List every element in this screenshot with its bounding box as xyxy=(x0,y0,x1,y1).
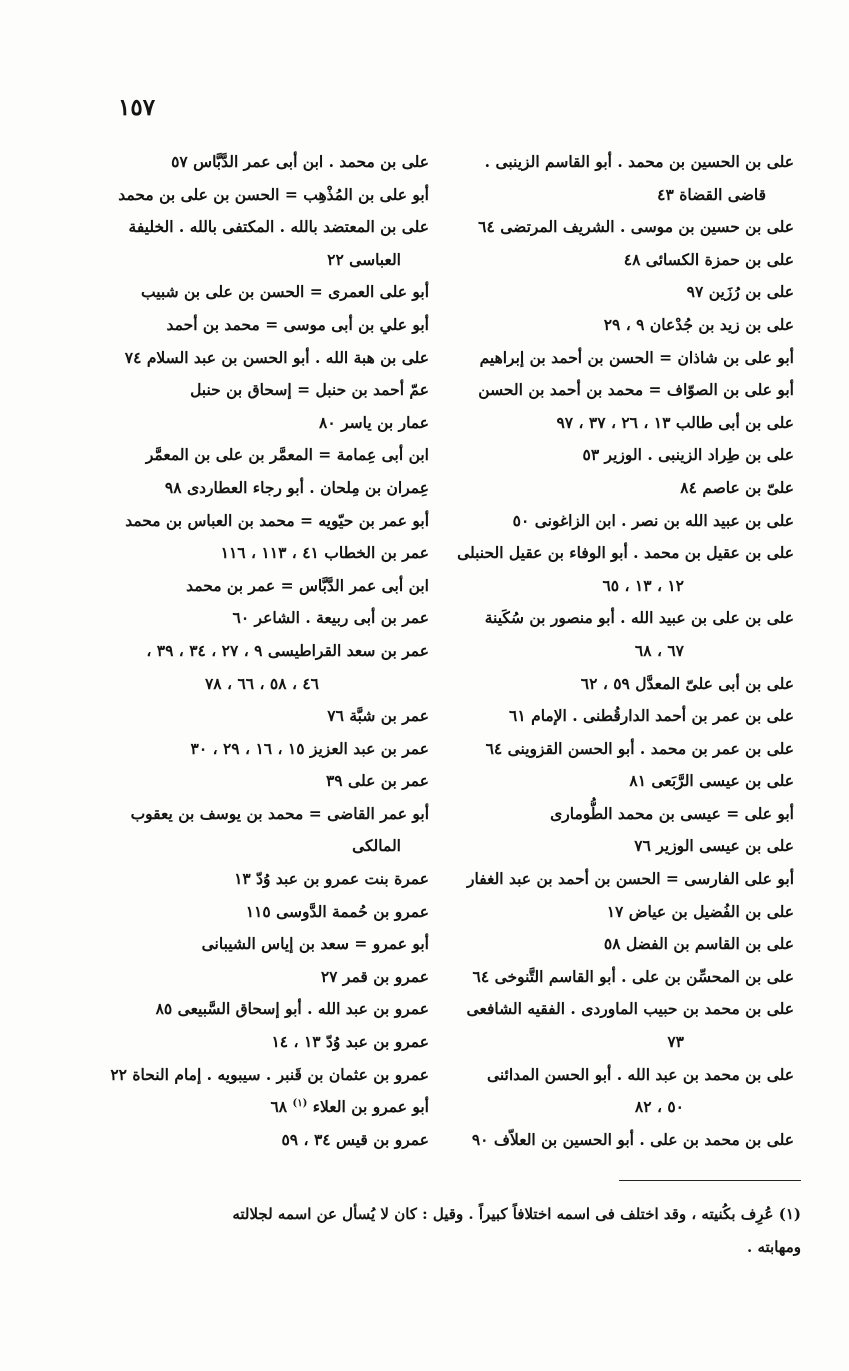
index-entry: على بن عمر بن محمد . أبو الحسن القزوينى ٦٤ xyxy=(485,738,794,758)
index-entry: عمر بن على ٣٩ xyxy=(325,771,429,791)
index-entry: أبو على بن الصوّاف = محمد بن أحمد بن الحسن xyxy=(478,380,794,400)
index-entry: على بن عقيل بن محمد . أبو الوفاء بن عقيل الحنبلى xyxy=(457,543,794,563)
footnote-reference[interactable]: (١) xyxy=(292,1098,308,1110)
index-entry: ٧٣ xyxy=(667,1032,684,1052)
index-entry-with-footnote xyxy=(84,1091,429,1124)
index-entry-page: ٦٨ xyxy=(270,1097,288,1117)
index-entry: أبو على بن المُذْهِب = الحسن بن على بن محمد xyxy=(118,184,429,204)
index-entry: على بن حمزة الكسائى ٤٨ xyxy=(623,249,794,269)
index-entry: ١٢ ، ١٣ ، ٦٥ xyxy=(602,575,684,595)
index-entry: عمر بن عبد العزيز ١٥ ، ١٦ ، ٢٩ ، ٣٠ xyxy=(190,738,429,758)
index-entry: العباسى ٢٢ xyxy=(327,249,401,269)
index-entry: المالكى xyxy=(352,836,401,856)
index-entry: أبو على العمرى = الحسن بن على بن شبيب xyxy=(141,282,429,302)
index-entry: أبو على الفارسى = الحسن بن أحمد بن عبد الغفار xyxy=(467,869,794,889)
index-entry: على بن أبى طالب ١٣ ، ٢٦ ، ٣٧ ، ٩٧ xyxy=(556,412,794,432)
index-entry: عمرو بن قيس ٣٤ ، ٥٩ xyxy=(281,1129,429,1149)
index-entry: على بن عمر بن أحمد الدارقُطنى . الإمام ٦١ xyxy=(509,706,794,726)
index-entry: على بن زيد بن جُدْعان ٩ ، ٢٩ xyxy=(603,314,794,334)
index-entry: على بن هبة الله . أبو الحسن بن عبد السلام ٧٤ xyxy=(124,347,429,367)
index-entry: عمر بن الخطاب ٤١ ، ١١٣ ، ١١٦ xyxy=(220,543,429,563)
index-entry: عمرو بن حُممة الدَّوسى ١١٥ xyxy=(245,901,429,921)
index-entry: أبو على بن شاذان = الحسن بن أحمد بن إبراهيم xyxy=(479,347,794,367)
index-entry: ابن أبى عمر الدَّبَّاس = عمر بن محمد xyxy=(186,575,429,595)
index-entry: على بن القاسم بن الفضل ٥٨ xyxy=(603,934,794,954)
index-column-left xyxy=(84,146,429,1156)
index-entry: عِمران بن مِلحان . أبو رجاء العطاردى ٩٨ xyxy=(164,477,429,497)
index-entry: عمرو بن عثمان بن قَنبر . سيبويه . إمام النحاة ٢٢ xyxy=(110,1064,429,1084)
index-entry: ٦٧ ، ٦٨ xyxy=(634,640,684,660)
index-entry: عمرو بن عبد الله . أبو إسحاق السَّبيعى ٨٥ xyxy=(155,999,429,1019)
index-entry: على بن محمد بن حبيب الماوردى . الفقيه الشافعى xyxy=(466,999,794,1019)
index-entry: أبو عمرو = سعد بن إياس الشيبانى xyxy=(201,934,429,954)
index-entry: ٤٦ ، ٥٨ ، ٦٦ ، ٧٨ xyxy=(204,673,319,693)
index-entry: على بن محمد . ابن أبى عمر الدَّبَّاس ٥٧ xyxy=(171,152,429,171)
index-entry: على بن عبيد الله بن نصر . ابن الزاغونى ٥٠ xyxy=(512,510,794,530)
index-entry: على بن المحسِّن بن على . أبو القاسم التَّنوخى ٦٤ xyxy=(472,966,794,986)
index-entry: عمر بن شبَّة ٧٦ xyxy=(327,706,429,726)
page-number: ١٥٧ xyxy=(118,94,156,121)
index-entry: ابن أبى عِمامة = المعمَّر بن على بن المعمَّر xyxy=(145,445,429,465)
index-entry: عمر بن أبى ربيعة . الشاعر ٦٠ xyxy=(232,608,429,628)
index-entry: على بن رُزَين ٩٧ xyxy=(686,282,794,302)
index-entry: على بن عيسى الوزير ٧٦ xyxy=(634,836,794,856)
index-entry: على بن طِراد الزينبى . الوزير ٥٣ xyxy=(582,445,794,465)
footnote xyxy=(41,1198,801,1264)
index-entry: أبو على = عيسى بن محمد الطُّومارى xyxy=(550,803,794,823)
index-entry: على بن الفُضيل بن عياض ١٧ xyxy=(606,901,794,921)
index-entry: على بن أبى علىّ المعدَّل ٥٩ ، ٦٢ xyxy=(580,673,794,693)
index-entry: على بن المعتضد بالله . المكتفى بالله . الخليفة xyxy=(128,217,429,237)
index-entry: على بن الحسين بن محمد . أبو القاسم الزينبى . xyxy=(484,152,794,171)
index-entry: علىّ بن عاصم ٨٤ xyxy=(680,477,794,497)
index-entry: على بن على بن عبيد الله . أبو منصور بن سُكَينة xyxy=(484,608,794,628)
index-entry: عمّ أحمد بن حنبل = إسحاق بن حنبل xyxy=(190,380,429,400)
footnote-line: (١) عُرِف بكُنيته ، وقد اختلف فى اسمه اختلافاً كبيراً . وقيل : كان لا يُسأل عن اسمه لجلالته xyxy=(232,1205,801,1223)
index-column-right xyxy=(449,146,794,1156)
index-entry: أبو علي بن أبى موسى = محمد بن أحمد xyxy=(166,314,429,334)
index-entry: عمرو بن عبد وُدّ ١٣ ، ١٤ xyxy=(271,1032,429,1052)
index-entry: على بن عيسى الرَّبَعى ٨١ xyxy=(629,771,794,791)
index-entry: أبو عمر بن حيّويه = محمد بن العباس بن محمد xyxy=(125,510,429,530)
index-entry: على بن محمد بن على . أبو الحسين بن العلاّف ٩٠ xyxy=(471,1129,794,1149)
index-entry: ٥٠ ، ٨٢ xyxy=(634,1097,684,1117)
index-entry: عمرو بن قمر ٢٧ xyxy=(320,966,429,986)
index-entry: عمر بن سعد القراطيسى ٩ ، ٢٧ ، ٣٤ ، ٣٩ ، xyxy=(146,640,429,660)
index-entry: على بن حسين بن موسى . الشريف المرتضى ٦٤ xyxy=(478,217,794,237)
index-entry: قاضى القضاة ٤٣ xyxy=(657,184,766,204)
index-entry: على بن محمد بن عبد الله . أبو الحسن المدائنى xyxy=(486,1064,794,1084)
index-entry: أبو عمر القاضى = محمد بن يوسف بن يعقوب xyxy=(130,803,429,823)
index-entry: عمرة بنت عمرو بن عبد وُدّ ١٣ xyxy=(234,869,429,889)
footnote-line: ومهابته . xyxy=(747,1238,801,1256)
index-entry-text: أبو عمرو بن العلاء xyxy=(312,1097,429,1117)
index-entry: عمار بن ياسر ٨٠ xyxy=(319,412,429,432)
footnote-divider xyxy=(619,1180,801,1181)
